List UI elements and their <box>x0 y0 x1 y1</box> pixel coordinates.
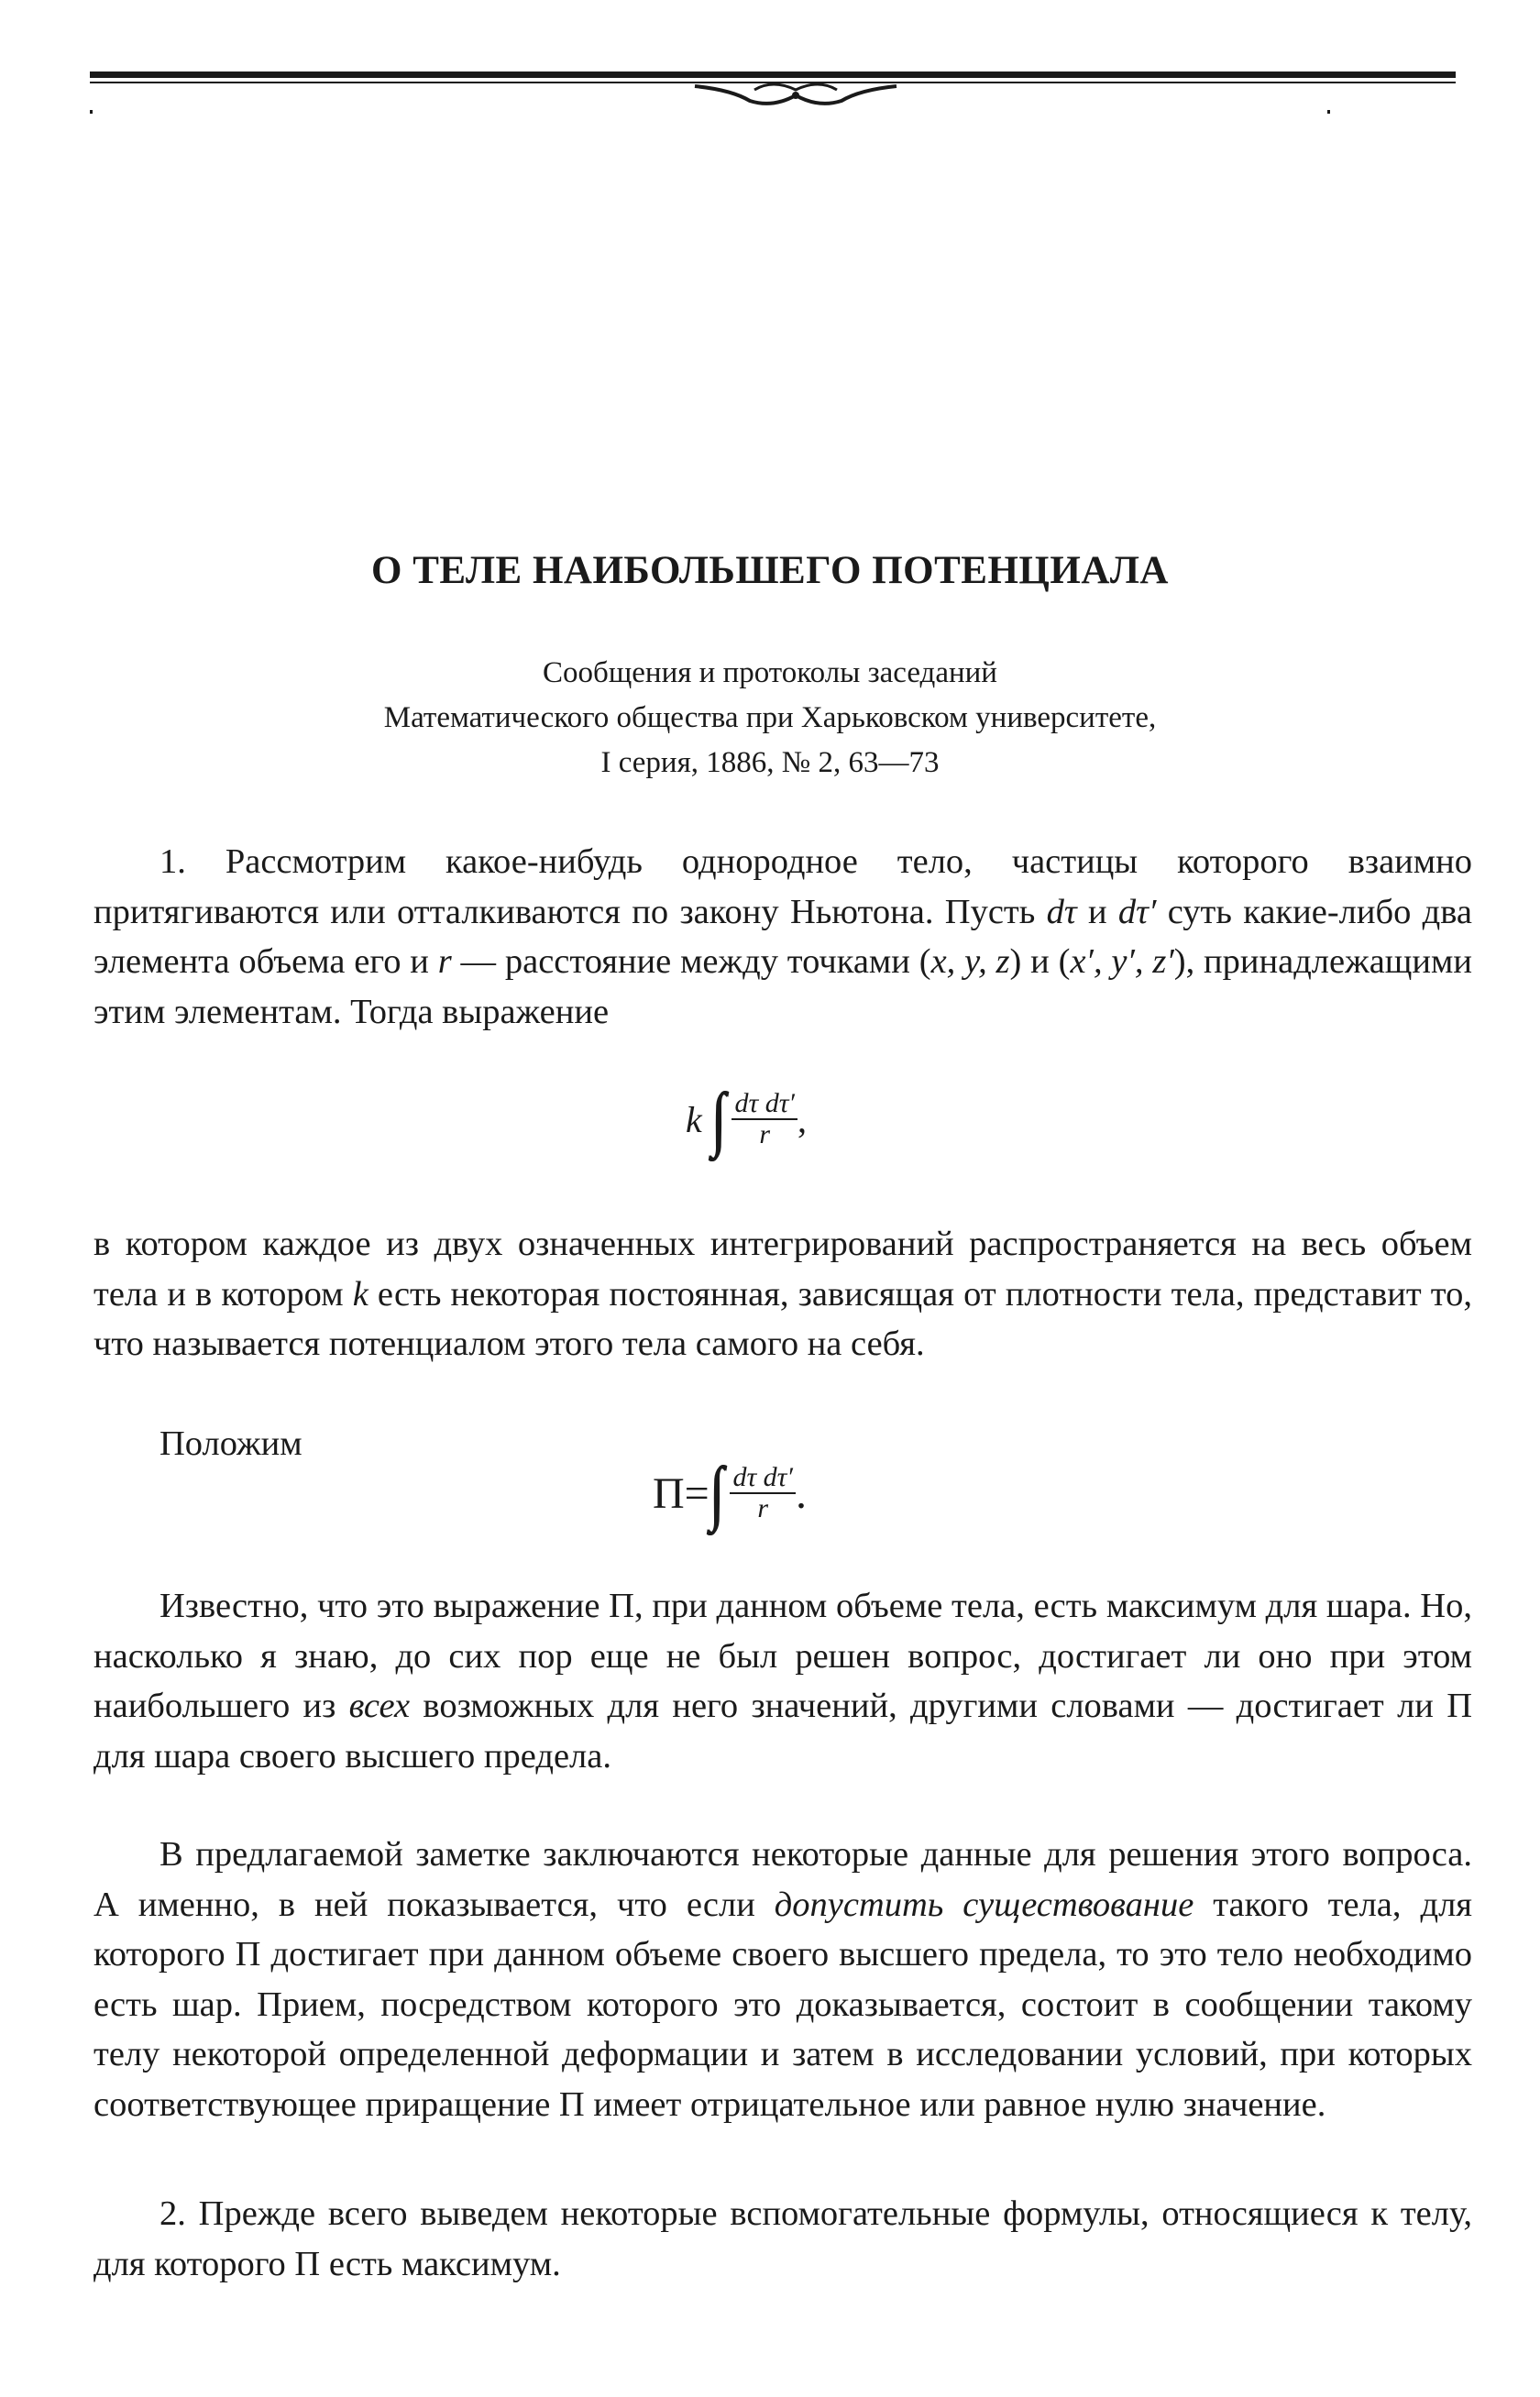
page-title: О ТЕЛЕ НАИБОЛЬШЕГО ПОТЕНЦИАЛА <box>371 549 1169 592</box>
double-integral-symbol: ∫∫ <box>710 1079 714 1160</box>
source-line-1: Сообщения и протоколы заседаний <box>543 656 997 689</box>
source-citation <box>0 651 1540 786</box>
paragraph-3: Положим <box>160 1424 302 1463</box>
paragraph-4: Известно, что это выражение П, при данном объеме тела, есть максимум для шара. Но, насколько я знаю, до сих пор еще не был решен вопрос, достигает ли оно при этом наибольшего из всех возможных для него значений, другими словами — достигает ли П для шара своего высшего предела. <box>94 1587 1472 1776</box>
section-number-1: 1. <box>160 842 186 881</box>
double-integral-symbol: ∫∫ <box>709 1453 712 1534</box>
fraction: $\frac{\text{dτ dτ′}}{r}$ <box>732 1089 798 1149</box>
source-line-3: I серия, 1886, № 2, 63—73 <box>600 746 940 779</box>
paragraph-2: в котором каждое из двух означенных интегрирований распространяется на весь объем тела и в котором k есть некоторая постоянная, зависящая от плотности тела, представит то, что называется потенциалом этого тела самого на себя. <box>94 1225 1473 1363</box>
section-number-2: 2. <box>160 2194 186 2233</box>
formula-pi-definition: П = ∫∫ $\frac{\text{dτ dτ′}}{r}$ . <box>653 1453 807 1534</box>
formula-potential-k: k ∫∫ $\frac{\text{dτ dτ′}}{r}$ , <box>686 1079 807 1160</box>
paragraph-5: В предлагаемой заметке заключаются некоторые данные для решения этого вопроса. А именно, в ней показывается, что если допустить существование такого тела, для которого П достигает при данном объеме своего высшего предела, то это тело необходимо есть шар. Прием, посредством которого это доказывается, состоит в сообщении такому телу некоторой определенной деформации и затем в исследовании условий, при которых соответствующее приращение П имеет отрицательное или равное нулю значение. <box>94 1835 1472 2124</box>
fraction: $\frac{\text{dτ dτ′}}{r}$ <box>730 1463 796 1523</box>
header-ornament <box>90 62 1456 117</box>
paragraph-1: 1. Рассмотрим какое-нибудь однородное тело, частицы которого взаимно притягиваются или отталкиваются по закону Ньютона. Пусть dτ и dτ′ суть какие-либо два элемента объема его и r — расстояние между точками (x, y, z) и (x′, y′, z′), принадлежащими этим элементам. Тогда выражение <box>94 842 1473 1031</box>
source-line-2: Математического общества при Харьковском университете, <box>383 701 1157 734</box>
paragraph-6: 2. Прежде всего выведем некоторые вспомогательные формулы, относящиеся к телу, для которого П есть максимум. <box>94 2194 1472 2283</box>
